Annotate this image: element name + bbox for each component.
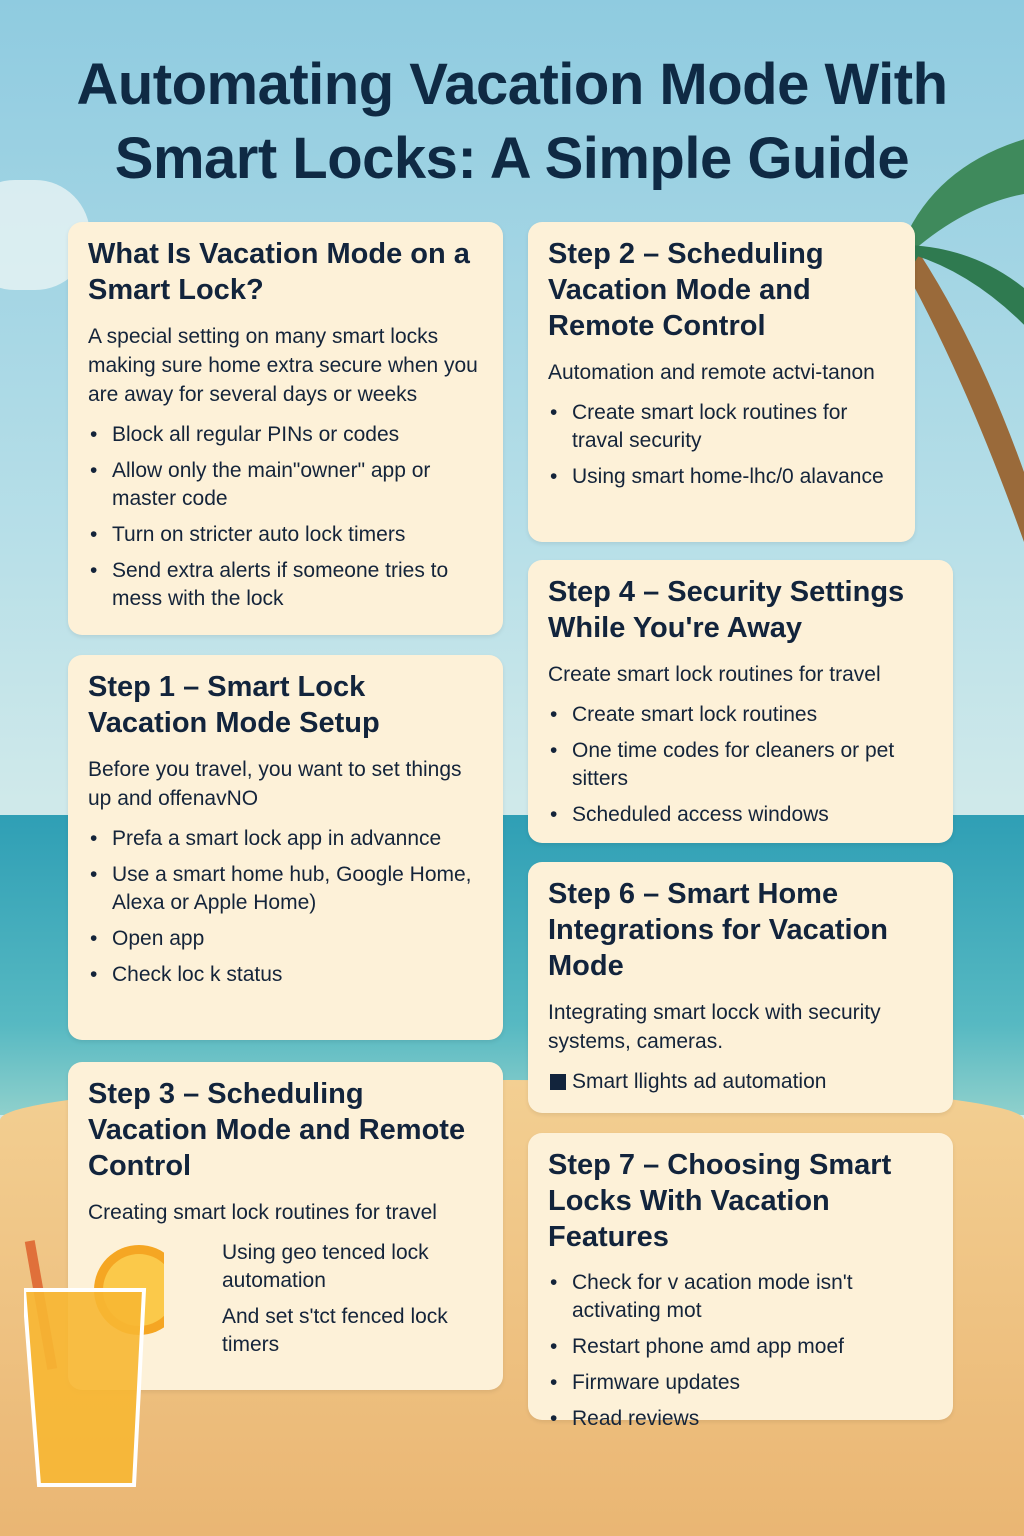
- list-item: • Turn on stricter auto lock timers: [88, 521, 483, 549]
- card-heading: What Is Vacation Mode on a Smart Lock?: [88, 238, 470, 306]
- list-item: • Allow only the main"owner" app or master code: [88, 457, 483, 513]
- list-item: • Open app: [88, 925, 483, 953]
- card-step-2: [528, 222, 915, 542]
- list-item: • Read reviews: [548, 1405, 933, 1433]
- list-item: Using geo tenced lock automation: [222, 1241, 429, 1292]
- orange-juice-illustration: [24, 1240, 164, 1490]
- list-item: • Send extra alerts if someone tries to mess with the lock: [88, 557, 483, 613]
- card-list: [548, 1269, 933, 1433]
- card-step-1: [68, 655, 503, 1040]
- card-list: [88, 825, 483, 989]
- list-item: And set s'tct fenced lock timers: [222, 1305, 448, 1356]
- card-list: [88, 421, 483, 613]
- list-item: • Use a smart home hub, Google Home, Alexa or Apple Home): [88, 861, 483, 917]
- list-item: • Create smart lock routines: [548, 701, 933, 729]
- card-intro: Integrating smart locck with security systems, cameras.: [548, 1001, 881, 1053]
- list-item: • Block all regular PINs or codes: [88, 421, 483, 449]
- list-item: • Check for v acation mode isn't activating mot: [548, 1269, 933, 1325]
- page-title: Automating Vacation Mode With Smart Locks: A Simple Guide: [76, 52, 948, 191]
- card-list: [548, 701, 933, 829]
- card-heading: Step 6 – Smart Home Integrations for Vacation Mode: [548, 878, 888, 982]
- card-list: [198, 1239, 483, 1359]
- list-item: • Scheduled access windows: [548, 801, 933, 829]
- list-item: • Restart phone amd app moef: [548, 1333, 933, 1361]
- list-item: • Check loc k status: [88, 961, 483, 989]
- list-item: • Firmware updates: [548, 1369, 933, 1397]
- card-heading: Step 2 – Scheduling Vacation Mode and Remote Control: [548, 238, 824, 342]
- card-heading: Step 7 – Choosing Smart Locks With Vacation Features: [548, 1149, 892, 1253]
- card-intro: Before you travel, you want to set things up and offenavNO: [88, 758, 462, 810]
- card-list: [548, 399, 895, 491]
- card-step-6: [528, 862, 953, 1113]
- card-list: [548, 1068, 933, 1096]
- card-intro: Create smart lock routines for travel: [548, 663, 881, 686]
- card-heading: Step 4 – Security Settings While You're Away: [548, 576, 905, 644]
- card-intro: Automation and remote actvi-tanon: [548, 361, 875, 384]
- list-item: • Create smart lock routines for traval security: [548, 399, 895, 455]
- card-heading: Step 1 – Smart Lock Vacation Mode Setup: [88, 671, 380, 739]
- list-item: • Using smart home-lhc/0 alavance: [548, 463, 895, 491]
- list-item: • One time codes for cleaners or pet sitters: [548, 737, 933, 793]
- card-step-4: [528, 560, 953, 843]
- card-intro: A special setting on many smart locks making sure home extra secure when you are away for several days or weeks: [88, 325, 478, 406]
- list-item: Smart llights ad automation: [548, 1068, 933, 1096]
- card-intro: Creating smart lock routines for travel: [88, 1201, 437, 1224]
- card-heading: Step 3 – Scheduling Vacation Mode and Remote Control: [88, 1078, 466, 1182]
- list-item: • Prefa a smart lock app in advannce: [88, 825, 483, 853]
- card-what-is: [68, 222, 503, 635]
- card-step-7: [528, 1133, 953, 1430]
